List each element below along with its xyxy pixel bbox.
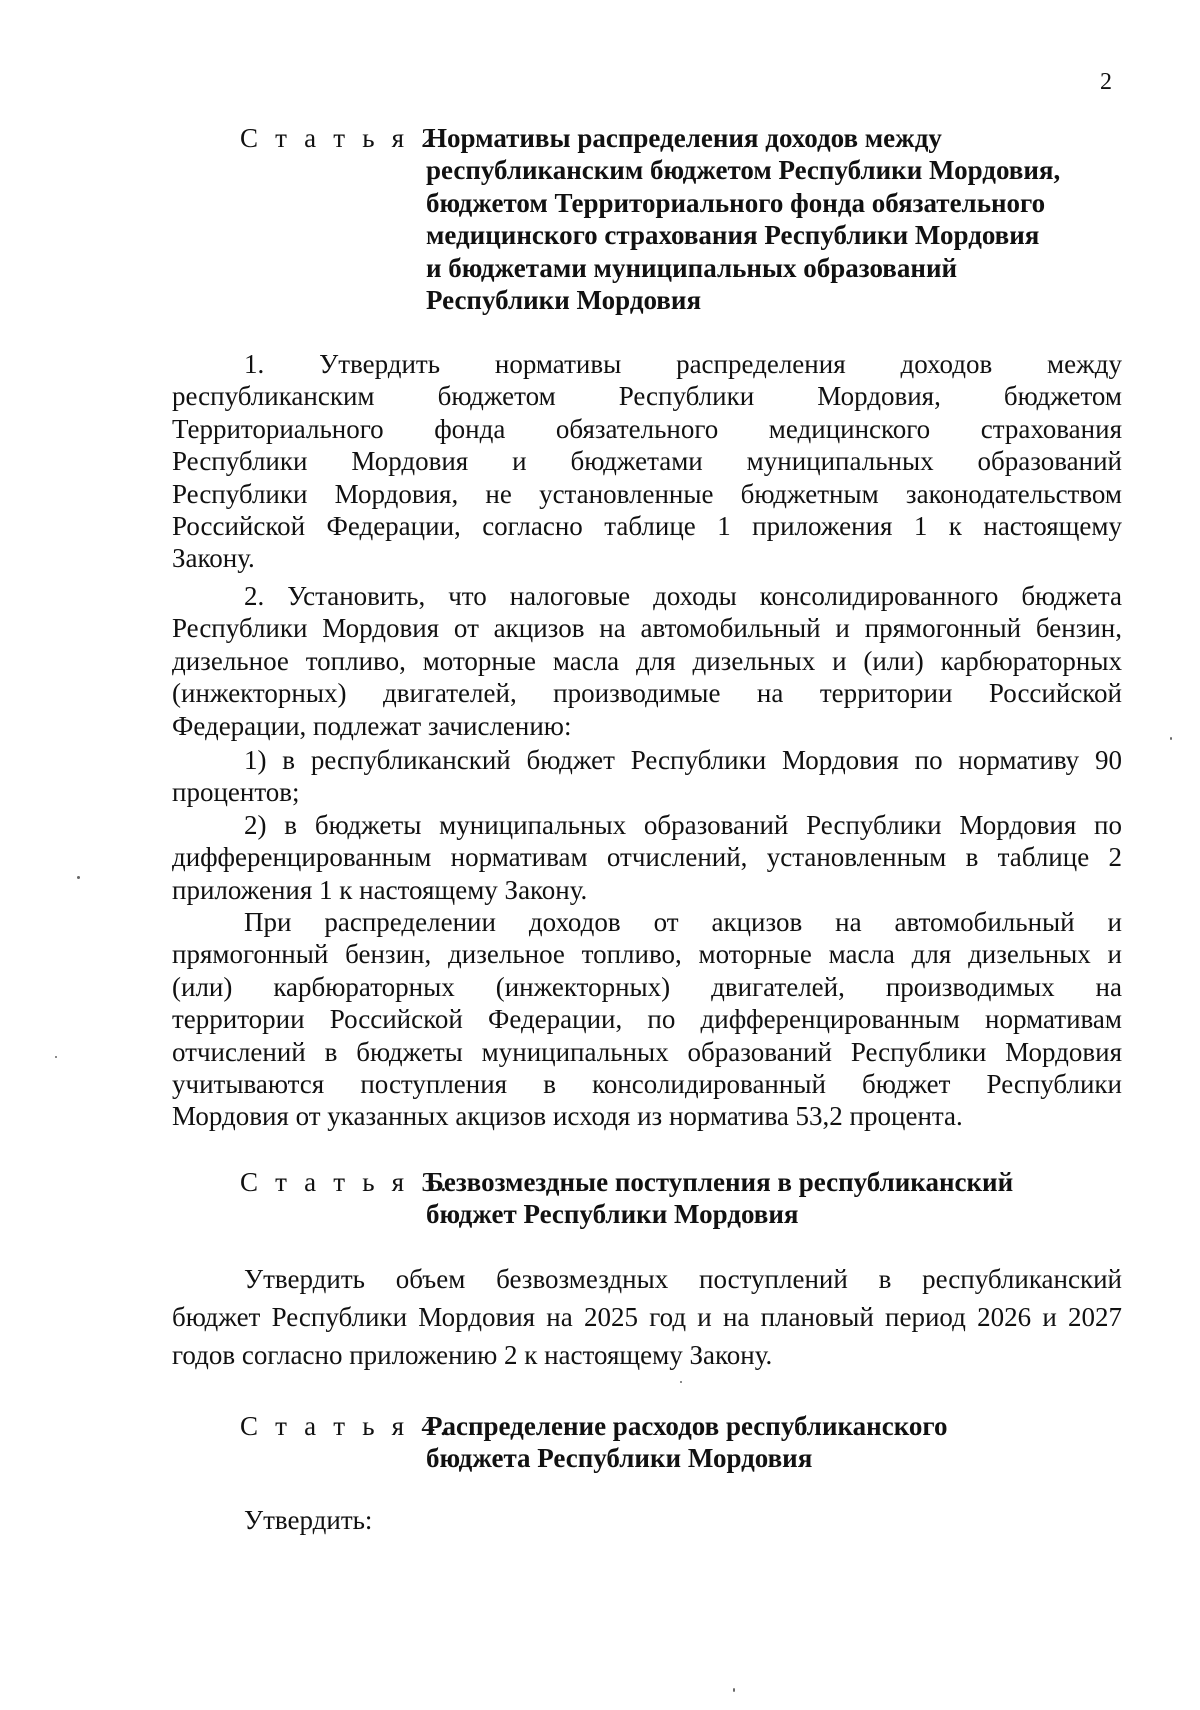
article-2-item-2 (172, 809, 1122, 906)
article-3-heading (240, 1166, 1116, 1231)
scan-speck (77, 876, 80, 879)
scan-speck (733, 1688, 735, 1692)
text-line: 2) в бюджеты муниципальных образований Республики Мордовия по (244, 810, 1122, 840)
text-line: Республики Мордовия, не установленные бюджетным законодательством (172, 478, 1122, 509)
text-line: Закону. (172, 543, 255, 574)
text-line: территории Российской Федерации, по дифференцированным нормативам (172, 1004, 1122, 1035)
text-line: бюджет Республики Мордовия на 2025 год и на плановый период 2026 и 2027 (172, 1302, 1122, 1332)
article-2-title-line: Республики Мордовия (426, 285, 702, 316)
article-2-paragraph-1 (172, 348, 1122, 575)
article-2-title-line: бюджетом Территориального фонда обязательного (426, 187, 1046, 218)
scan-speck (680, 1381, 682, 1383)
text-line: дизельное топливо, моторные масла для дизельных и (или) карбюраторных (172, 645, 1122, 676)
article-3-title-line: Безвозмездные поступления в республиканский (426, 1167, 1014, 1197)
article-2-title-line: республиканским бюджетом Республики Мордовия, (426, 155, 1061, 186)
article-2-title-line: Нормативы распределения доходов между (426, 123, 942, 153)
text-line: Республики Мордовия и бюджетами муниципальных образований (172, 446, 1122, 477)
article-3-label: С т а т ь я 3. (240, 1167, 452, 1197)
article-2-paragraph-2 (172, 580, 1122, 742)
text-line: дифференцированным нормативам отчислений, установленным в таблице 2 (172, 842, 1122, 873)
text-line: приложения 1 к настоящему Закону. (172, 874, 588, 905)
article-2-title-line: медицинского страхования Республики Мордовия (426, 220, 1040, 251)
text-line: Утвердить объем безвозмездных поступлений в республиканский (244, 1264, 1122, 1294)
text-line: годов согласно приложению 2 к настоящему Закону. (172, 1340, 773, 1370)
text-line: прямогонный бензин, дизельное топливо, моторные масла для дизельных и (172, 939, 1122, 970)
article-3-title (426, 1166, 1116, 1231)
text-line: Российской Федерации, согласно таблице 1 приложения 1 к настоящему (172, 511, 1122, 542)
text-line: При распределении доходов от акцизов на автомобильный и (244, 907, 1122, 937)
article-4-paragraph-1 (172, 1504, 1122, 1536)
text-line: отчислений в бюджеты муниципальных образований Республики Мордовия (172, 1036, 1122, 1067)
article-2-heading (240, 122, 1116, 316)
article-2-title (426, 122, 1116, 316)
article-4-title (426, 1410, 1116, 1475)
text-line: Республики Мордовия от акцизов на автомобильный и прямогонный бензин, (172, 613, 1122, 644)
scan-speck (1170, 737, 1172, 740)
article-2-paragraph-3 (172, 906, 1122, 1133)
text-line: (или) карбюраторных (инжекторных) двигателей, производимых на (172, 971, 1122, 1002)
text-line: 1. Утвердить нормативы распределения доходов между (244, 349, 1122, 379)
article-2-label: С т а т ь я 2. (240, 123, 452, 153)
text-line: Территориального фонда обязательного медицинского страхования (172, 413, 1122, 444)
text-line: Мордовия от указанных акцизов исходя из норматива 53,2 процента. (172, 1101, 963, 1132)
text-line: республиканским бюджетом Республики Мордовия, бюджетом (172, 381, 1122, 412)
article-4-label: С т а т ь я 4. (240, 1411, 452, 1441)
article-3-paragraph-1 (172, 1260, 1122, 1374)
article-4-heading (240, 1410, 1116, 1475)
article-2-item-1 (172, 744, 1122, 809)
text-line: (инжекторных) двигателей, производимые на территории Российской (172, 678, 1122, 709)
scan-speck (55, 1056, 57, 1058)
text-line: процентов; (172, 777, 300, 808)
article-4-title-line: бюджета Республики Мордовия (426, 1443, 813, 1474)
text-line: учитываются поступления в консолидированный бюджет Республики (172, 1069, 1122, 1100)
text-line: 1) в республиканский бюджет Республики Мордовия по нормативу 90 (244, 745, 1122, 775)
text-line: Утвердить: (244, 1505, 373, 1535)
article-2-title-line: и бюджетами муниципальных образований (426, 252, 958, 283)
text-line: 2. Установить, что налоговые доходы консолидированного бюджета (244, 581, 1122, 611)
page-number: 2 (1100, 69, 1112, 95)
article-3-title-line: бюджет Республики Мордовия (426, 1199, 799, 1230)
article-4-title-line: Распределение расходов республиканского (426, 1411, 948, 1441)
text-line: Федерации, подлежат зачислению: (172, 710, 572, 741)
